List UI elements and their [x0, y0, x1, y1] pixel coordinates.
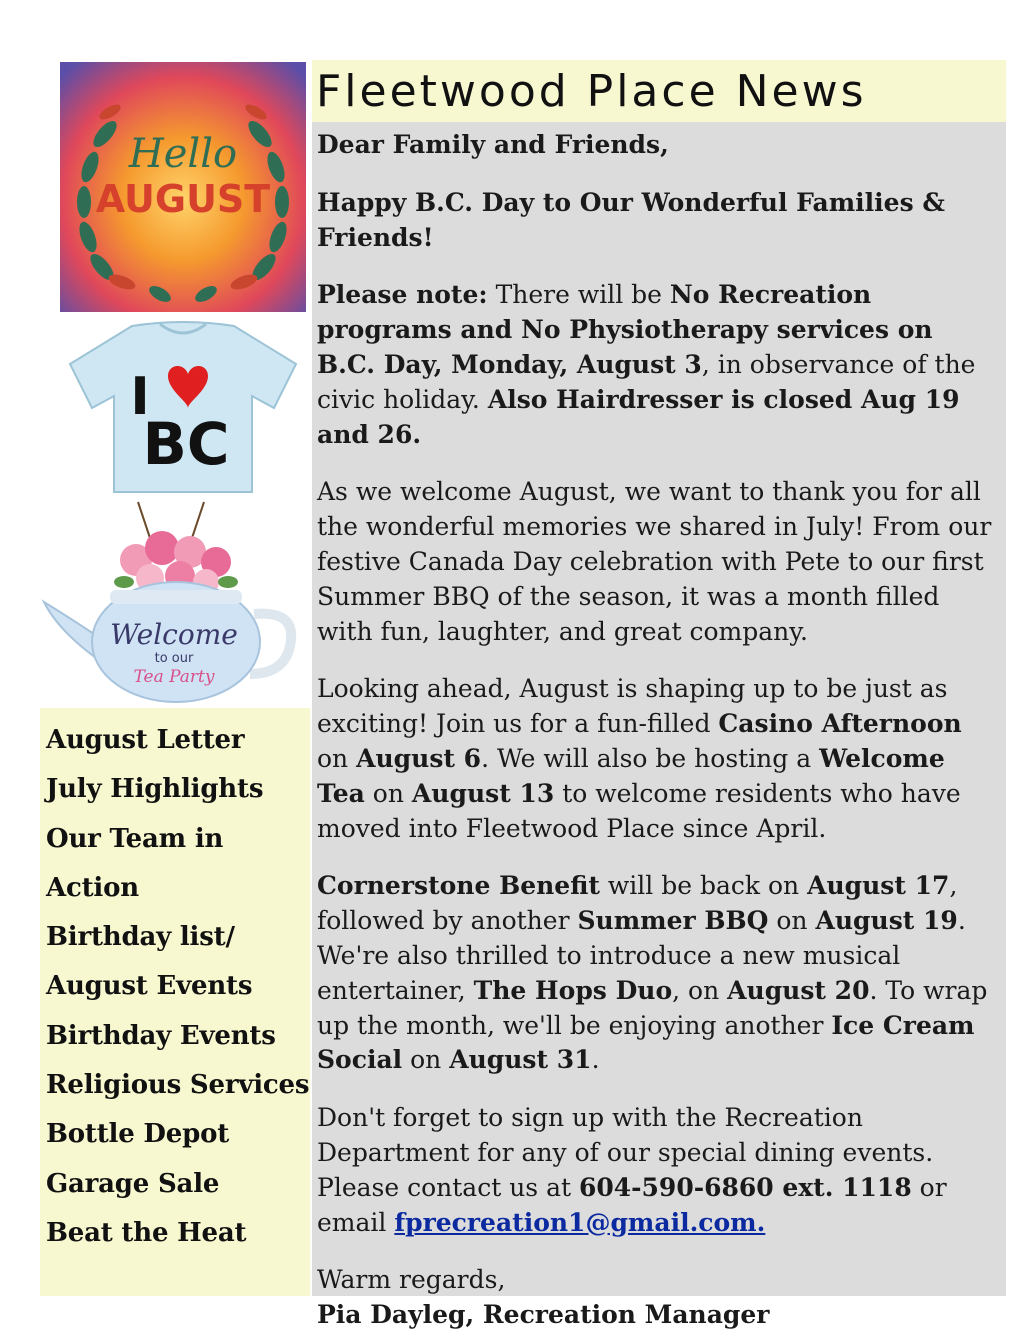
- hello-august-graphic: [60, 62, 306, 312]
- sign-off: [317, 1263, 997, 1333]
- toc-item: Our Team in: [46, 823, 224, 854]
- hello-august-image: [60, 62, 306, 312]
- july-recap: As we welcome August, we want to thank you for all the wonderful memories we shared in July! From our festive Canada Day celebration with Pete to our first Summer BBQ of the season, it was a month filled with fun, laughter, and great company.: [317, 477, 992, 646]
- hello-text: Hello: [128, 131, 238, 177]
- toc-item: Bottle Depot: [46, 1119, 230, 1150]
- august-preview: Looking ahead, August is shaping up to be just as exciting! Join us for a fun-filled Casino Afternoon on August 6. We will also be hosting a Welcome Tea on August 13 to welcome residents who have moved into Fleetwood Place since April.: [317, 674, 962, 843]
- toc-list: [40, 708, 310, 1258]
- closure-notice: Please note: There will be No Recreation programs and No Physiotherapy services on B.C. Day, Monday, August 3, in observance of the civic holiday. Also Hairdresser is closed Aug 19 and 26.: [317, 280, 976, 449]
- email-link[interactable]: fprecreation1@gmail.com.: [394, 1207, 766, 1237]
- toc-item: Action: [46, 872, 139, 903]
- letter-panel: [312, 122, 1006, 1330]
- title-bar: [312, 60, 1006, 122]
- signature: Pia Dayleg, Recreation Manager: [317, 1300, 770, 1330]
- table-of-contents: [40, 708, 310, 1296]
- toc-item: Beat the Heat: [46, 1217, 247, 1248]
- teapot-graphic: [40, 498, 302, 706]
- toc-item: Religious Services: [46, 1070, 310, 1101]
- welcome-text: Welcome: [110, 618, 238, 651]
- to-our-text: to our: [154, 651, 194, 666]
- bc-day-wish: Happy B.C. Day to Our Wonderful Families & Friends!: [317, 187, 945, 252]
- toc-item: Birthday Events: [46, 1020, 276, 1051]
- tea-party-text: Tea Party: [133, 667, 215, 687]
- newsletter-title: Fleetwood Place News: [316, 66, 867, 117]
- toc-item: August Events: [46, 971, 253, 1002]
- august-text: AUGUST: [95, 177, 271, 221]
- closing: Warm regards,: [317, 1265, 506, 1295]
- toc-item: August Letter: [46, 725, 245, 755]
- toc-item: Garage Sale: [46, 1168, 220, 1199]
- letter-body: [317, 128, 997, 1333]
- i-love-bc-tshirt-image: [60, 316, 306, 498]
- phone-number: 604-590-6860 ext. 1118: [578, 1172, 912, 1202]
- tshirt-bc-text: BC: [142, 410, 230, 478]
- toc-item: July Highlights: [46, 774, 264, 805]
- tshirt-i-text: I: [130, 367, 150, 427]
- events-paragraph: Cornerstone Benefit will be back on August 17, followed by another Summer BBQ on August 19. We're also thrilled to introduce a new musical entertainer, The Hops Duo, on August 20. To wrap up the month, we'll be enjoying another Ice Cream Social on August 31.: [317, 871, 988, 1075]
- greeting: Dear Family and Friends,: [317, 130, 669, 159]
- dining-signup: Don't forget to sign up with the Recreation Department for any of our special dining events. Please contact us at 604-590-6860 ext. 1118 or email fprecreation1@gmail.com.: [317, 1103, 947, 1237]
- tshirt-graphic: [60, 316, 306, 498]
- toc-item: Birthday list/: [46, 922, 235, 953]
- tea-party-teapot-image: [40, 498, 302, 706]
